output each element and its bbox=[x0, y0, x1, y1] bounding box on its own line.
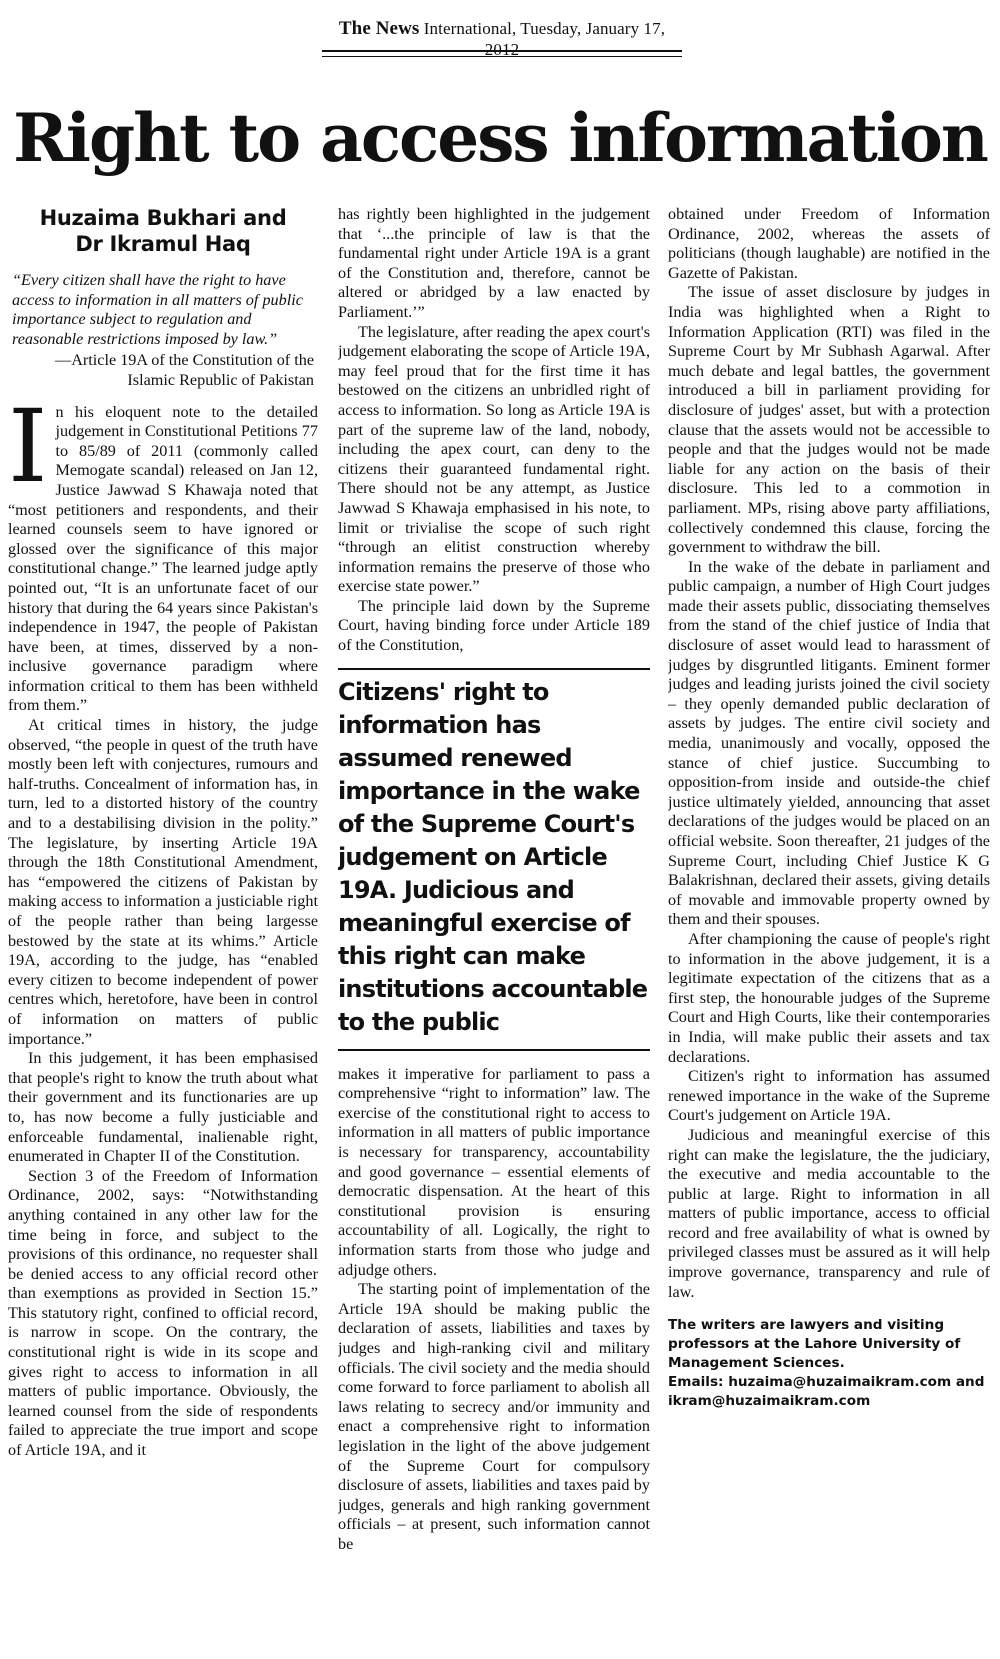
author-note bbox=[668, 1316, 990, 1411]
paragraph-text: n his eloquent note to the detailed judgement in Constitutional Petitions 77 to 85/89 of 2011 (commonly called Memogate scandal) released on Jan 12, Justice Jawwad S Khawaja noted that “most petitioners and respondents, and their learned counsels seem to have ignored or glossed over the significance of this major constitutional change.” The learned judge aptly pointed out, “It is an unfortunate facet of our history that during the 64 years since Pakistan's independence in 1947, the people of Pakistan have been, at times, disserved by a non-inclusive governance paradigm where information critical to them has been withheld from them.” bbox=[8, 402, 318, 715]
paragraph: In this judgement, it has been emphasised that people's right to know the truth about what their government and its functionaries are up to, has now become a fully justiciable and enforceable fundamental, inalienable right, enumerated in Chapter II of the Constitution. bbox=[8, 1049, 318, 1166]
drop-cap: I bbox=[8, 387, 48, 505]
column-2 bbox=[338, 205, 650, 1639]
newspaper-name: The News bbox=[338, 18, 420, 39]
paragraph: The legislature, after reading the apex court's judgement elaborating the scope of Article 19A, may feel proud that for the first time it has bestowed on the citizens an unbridled right of access to information. So long as Article 19A is part of the supreme law of the land, nobody, including the apex court, can deny to the citizens their guaranteed fundamental right. There should not be any attempt, as Justice Jawwad S Khawaja emphasised in his note, to limit or trivialise the scope of such right “through an elitist construction whereby information remains the preserve of those who exercise state power.” bbox=[338, 322, 650, 596]
author-note-line-1: The writers are lawyers and visiting professors at the Lahore University of Management Sciences. bbox=[668, 1317, 961, 1372]
paragraph: At critical times in history, the judge observed, “the people in quest of the truth have mostly been left with conjectures, rumours and half-truths. Concealment of information has, in turn, led to a distorted history of the country and to a destabilising division in the polity.” The legislature, by inserting Article 19A through the 18th Constitutional Amendment, has “empowered the citizens of Pakistan by making access to information a justiciable right of the people rather than being largesse bestowed by the state at its whims.” Article 19A, according to the judge, has “enabled every citizen to become independent of power centres which, heretofore, have been in control of information on matters of public importance.” bbox=[8, 716, 318, 1048]
paragraph: The principle laid down by the Supreme Court, having binding force under Article 189 of the Constitution, bbox=[338, 596, 650, 655]
epigraph-attribution: —Article 19A of the Constitution of the Islamic Republic of Pakistan bbox=[55, 351, 314, 389]
paragraph: The starting point of implementation of the Article 19A should be making public the declaration of assets, liabilities and taxes by judges and high-ranking civil and military officials. The civil society and the media should come forward to force parliament to abolish all laws relating to secrecy and/or immunity and enact a comprehensive right to information legislation in the light of the above judgement of the Supreme Court for compulsory disclosure of assets, liabilities and taxes paid by judges, generals and high ranking government officials – at present, such information cannot be bbox=[338, 1280, 650, 1553]
paragraph bbox=[8, 387, 318, 717]
byline bbox=[8, 205, 318, 257]
byline-line-1: Huzaima Bukhari and bbox=[39, 206, 287, 230]
masthead bbox=[322, 18, 682, 60]
author-note-emails: Emails: huzaima@huzaimaikram.com and ikram@huzaimaikram.com bbox=[668, 1374, 985, 1410]
paragraph: Section 3 of the Freedom of Information Ordinance, 2002, says: “Notwithstanding anything contained in any other law for the time being in force, and subject to the provisions of this ordinance, no requester shall be denied access to any official record other than exemptions as provided in Section 15.” This statutory right, confined to official record, is narrow in scope. On the contrary, the constitutional right is wide in its scope and gives right to access to information in all matters of public importance. Obviously, the learned counsel from the side of respondents failed to appreciate the true import and scope of Article 19A, and it bbox=[8, 1166, 318, 1460]
paragraph: Judicious and meaningful exercise of this right can make the legislature, the the judiciary, the executive and media accountable to the public at large. Right to information in all matters of public importance, access to official record and free availability of what is owned by privileged classes must be assured as it will help improve governance, transparency and rule of law. bbox=[668, 1125, 990, 1301]
paragraph: has rightly been highlighted in the judgement that ‘...the principle of law is that the fundamental right under Article 19A is a grant of the Constitution and, therefore, cannot be altered or abridged by a law enacted by Parliament.’” bbox=[338, 205, 650, 321]
masthead-rule bbox=[322, 50, 682, 52]
masthead-rule-thin bbox=[322, 56, 682, 57]
paragraph: obtained under Freedom of Information Ordinance, 2002, whereas the assets of politicians (though laughable) are notified in the Gazette of Pakistan. bbox=[668, 205, 990, 282]
pull-quote: Citizens' right to information has assumed renewed importance in the wake of the Supreme Court's judgement on Article 19A. Judicious and meaningful exercise of this right can make institutions accountable to the public bbox=[338, 668, 650, 1051]
byline-line-2: Dr Ikramul Haq bbox=[75, 232, 251, 256]
dateline: International, Tuesday, January 17, 2012 bbox=[423, 19, 666, 59]
paragraph: In the wake of the debate in parliament and public campaign, a number of High Court judges made their assets public, dissociating themselves from the stand of the chief justice of India that disclosure of asset would lead to harassment of judges by disgruntled litigants. Eminent former judges and leading jurists joined the civil society – they openly demanded public declaration of assets by judges. The entire civil society and media, unanimously and vocally, opposed the stance of chief justice. Succumbing to opposition-from inside and outside-the chief justice ultimately yielded, announcing that asset declarations of the judges would be placed on an official website. Soon thereafter, 21 judges of the Supreme Court, including Chief Justice K G Balakrishnan, declared their assets, giving details of movable and immovable property owned by them and their spouses. bbox=[668, 557, 990, 929]
epigraph-quote: “Every citizen shall have the right to have access to information in all matters of public importance subject to regulation and reasonable restrictions imposed by law.” bbox=[12, 271, 303, 348]
paragraph: The issue of asset disclosure by judges in India was highlighted when a Right to Information Application (RTI) was filed in the Supreme Court by Mr Subhash Agarwal. After much debate and legal battles, the government introduced a bill in parliament providing for disclosure of judges' asset, but with a protection clause that the assets would not be accessible to people and that the judges would not be made liable for any action on the basis of their disclosure. This led to a commotion in parliament. MPs, rising above party affiliations, collectively condemned this clause, forcing the government to withdraw the bill. bbox=[668, 283, 990, 557]
paragraph: Citizen's right to information has assumed renewed importance in the wake of the Supreme Court's judgement on Article 19A. bbox=[668, 1067, 990, 1125]
paragraph: makes it imperative for parliament to pass a comprehensive “right to information” law. The exercise of the constitutional right to access to information in all matters of public importance is necessary for transparency, accountability and good governance – essential elements of democratic dispensation. At the heart of this constitutional provision is ensuring accountability of all. Logically, the right to information starts from those who judge and adjudge others. bbox=[338, 1064, 650, 1279]
paragraph: After championing the cause of people's right to information in the above judgement, it is a legitimate expectation of the citizens that as a first step, the honourable judges of the Supreme Court and High Courts, like their contemporaries in India, will make public their assets and tax declarations. bbox=[668, 929, 990, 1066]
column-1 bbox=[8, 205, 318, 1639]
column-3 bbox=[668, 205, 990, 1639]
article-headline: Right to access information bbox=[13, 99, 987, 177]
